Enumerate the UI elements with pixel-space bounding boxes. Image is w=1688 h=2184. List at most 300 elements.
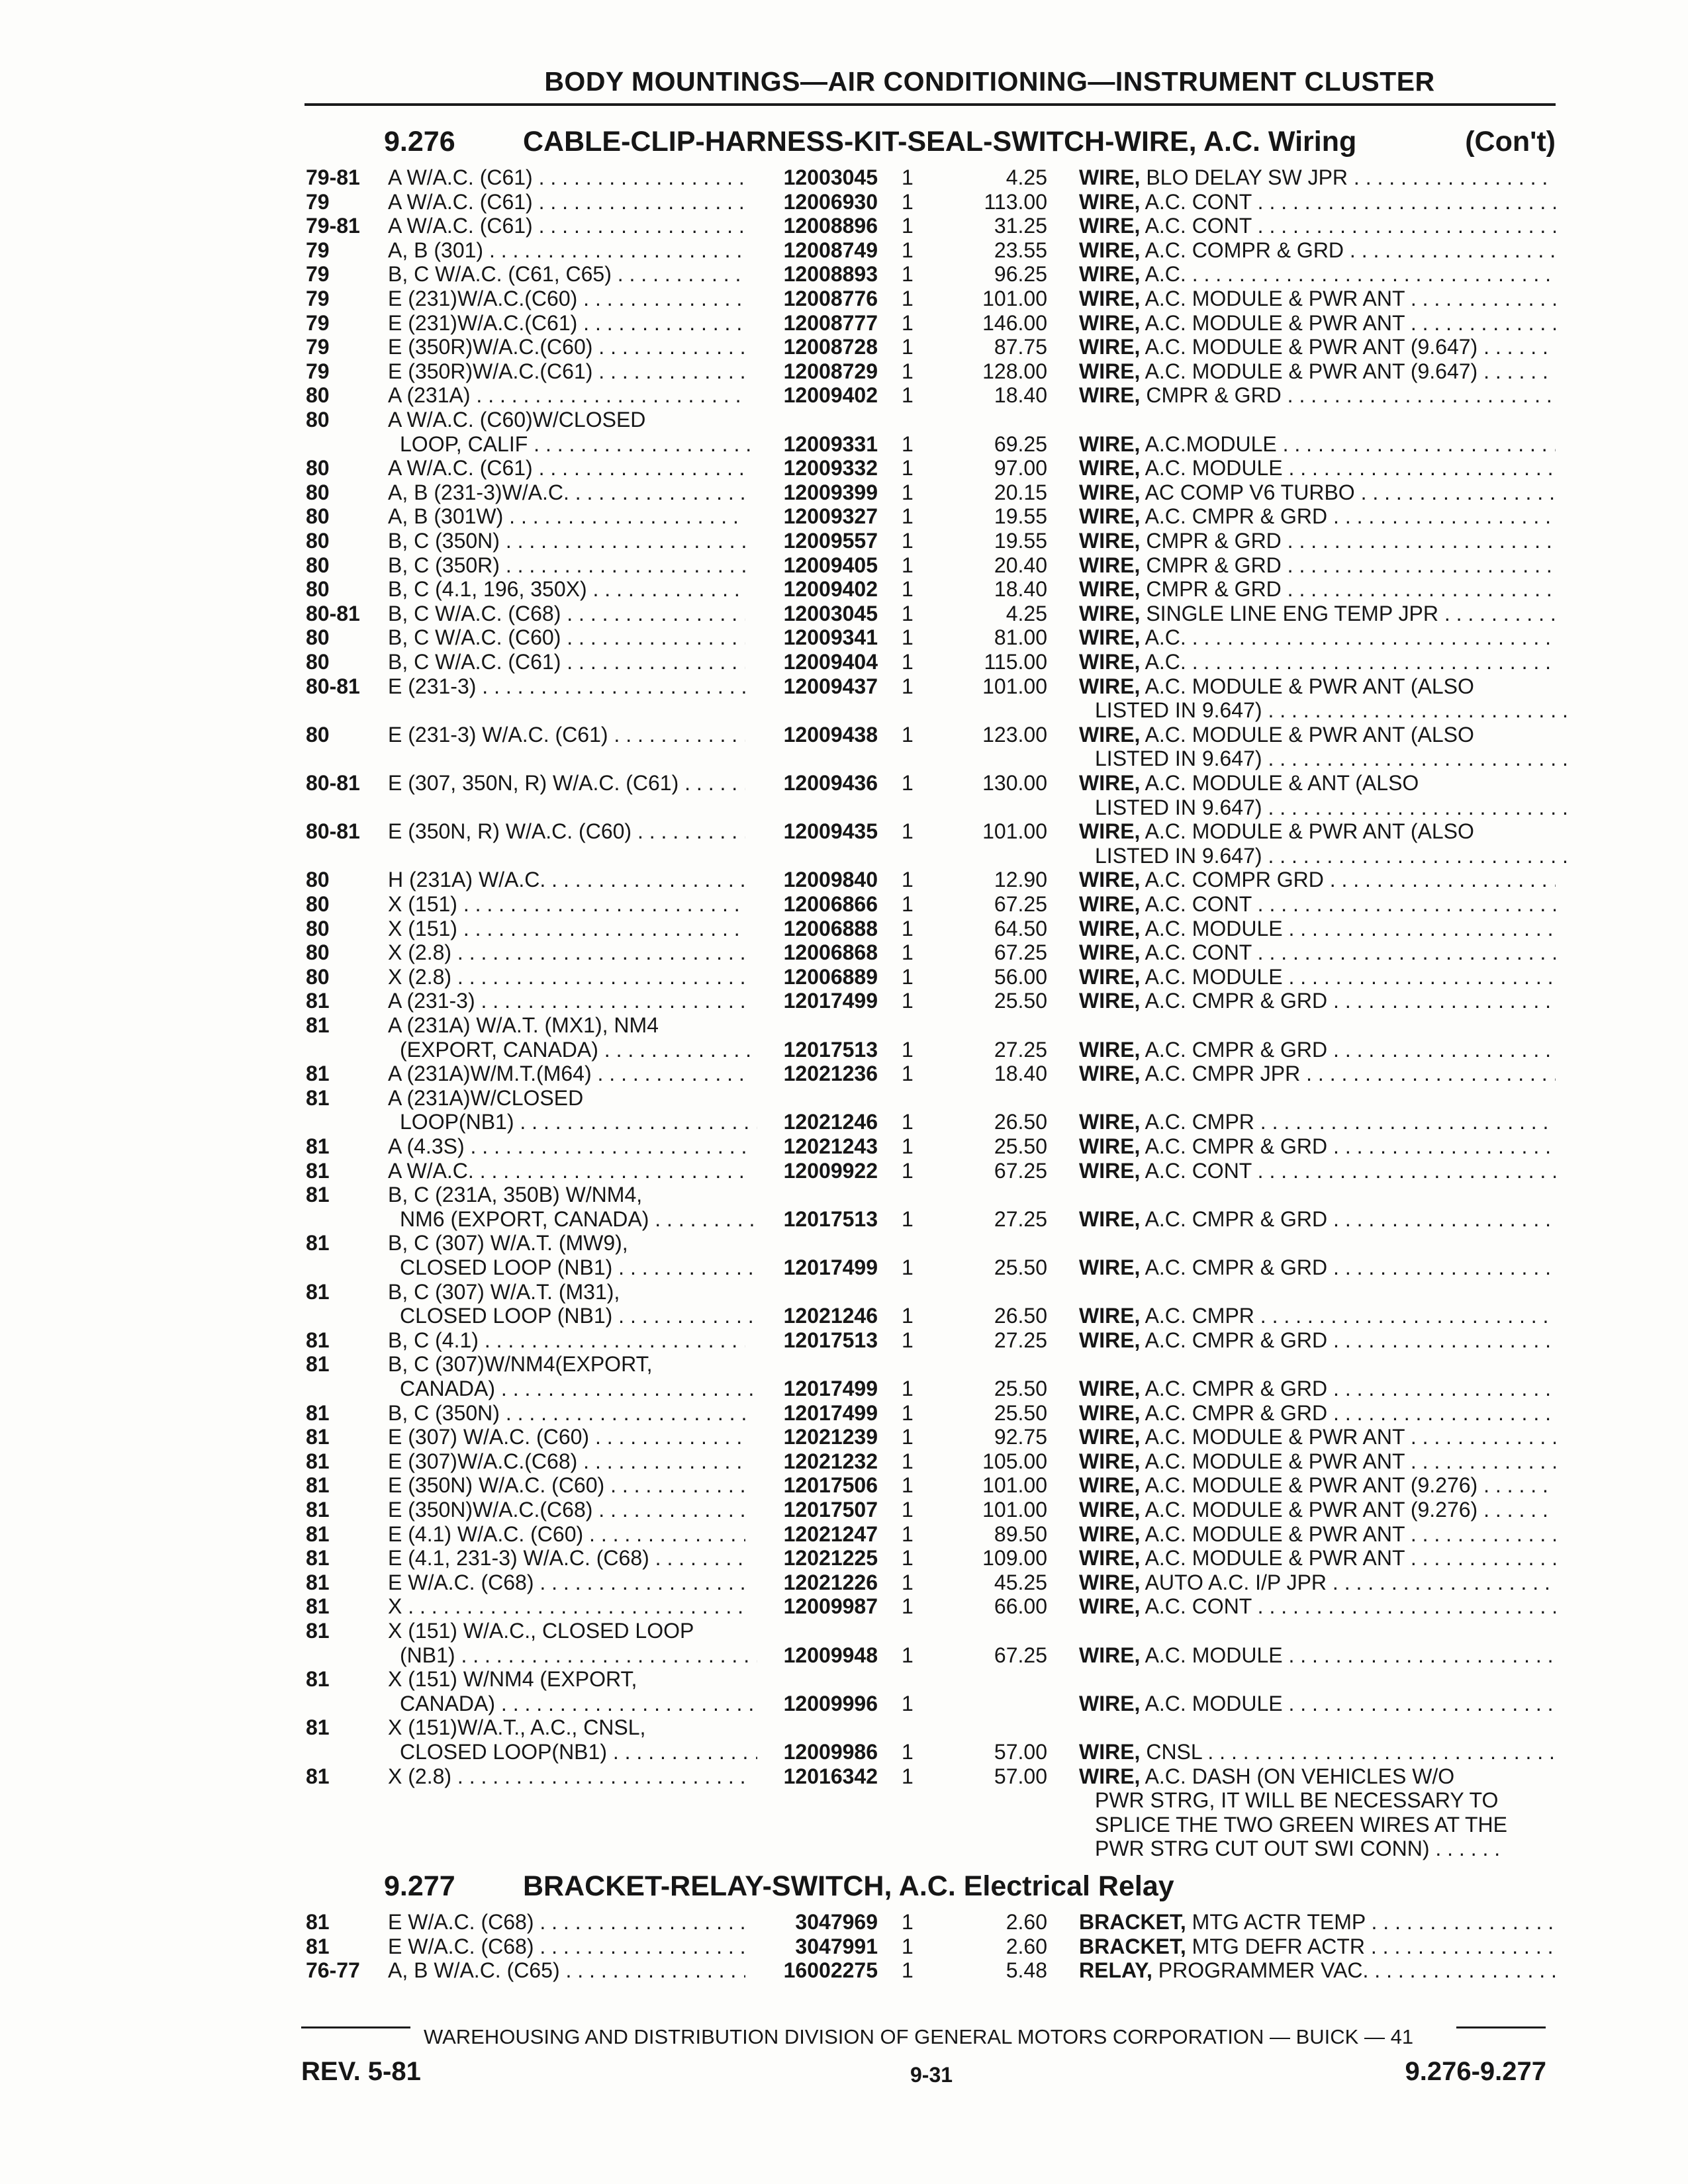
description bbox=[1079, 965, 1556, 989]
description bbox=[1079, 480, 1556, 505]
price: 19.55 bbox=[994, 504, 1047, 529]
description bbox=[1079, 1570, 1556, 1595]
table-row bbox=[0, 1401, 1688, 1426]
model-year: 80 bbox=[306, 529, 330, 553]
part-number: 12008749 bbox=[783, 238, 878, 262]
item-name: WIRE, bbox=[1079, 189, 1141, 214]
application-text: B, C (307) W/A.T. (M31), bbox=[388, 1279, 620, 1304]
application-text: X (2.8) . . . bbox=[388, 940, 745, 965]
quantity: 1 bbox=[902, 940, 914, 965]
description bbox=[1079, 287, 1556, 311]
model-year: 80 bbox=[306, 480, 330, 504]
part-number: 12009922 bbox=[783, 1158, 878, 1183]
description-continuation: LISTED IN 9.647) . . . bbox=[1095, 747, 1571, 771]
quantity: 1 bbox=[902, 1594, 914, 1619]
price: 97.00 bbox=[994, 456, 1047, 480]
description bbox=[1079, 771, 1556, 796]
price: 20.40 bbox=[994, 553, 1047, 577]
page-number: 9-31 bbox=[910, 2063, 953, 2087]
quantity: 1 bbox=[902, 1037, 914, 1062]
table-row bbox=[0, 965, 1688, 989]
model-year: 80 bbox=[306, 553, 330, 577]
table-row-continuation bbox=[0, 698, 1688, 723]
table-row-continuation bbox=[0, 1837, 1688, 1861]
price: 25.50 bbox=[994, 1377, 1047, 1400]
description bbox=[1079, 917, 1556, 941]
quantity: 1 bbox=[902, 1958, 914, 1983]
model-year: 80 bbox=[306, 383, 330, 408]
quantity: 1 bbox=[902, 1377, 914, 1400]
part-number: 12021239 bbox=[783, 1425, 878, 1449]
item-name: WIRE, bbox=[1079, 771, 1141, 795]
application-text: A W/A.C. (C61) . . . bbox=[388, 456, 745, 480]
part-number: 3047969 bbox=[795, 1910, 878, 1934]
quantity: 1 bbox=[902, 1570, 914, 1594]
description bbox=[1079, 1425, 1556, 1449]
price: 45.25 bbox=[994, 1570, 1047, 1594]
quantity: 1 bbox=[902, 1910, 914, 1934]
item-name: WIRE, bbox=[1079, 262, 1141, 287]
model-year: 80-81 bbox=[306, 674, 360, 698]
description bbox=[1079, 262, 1556, 287]
application-text: B, C (4.1, 196, 350X) . . . bbox=[388, 577, 745, 602]
item-name: WIRE, bbox=[1079, 940, 1141, 965]
quantity: 1 bbox=[902, 1062, 914, 1086]
description-text: A.C. CMPR bbox=[1145, 1110, 1254, 1134]
application-text: B, C (231A, 350B) W/NM4, bbox=[388, 1183, 643, 1207]
price: 67.25 bbox=[994, 1643, 1047, 1667]
quantity: 1 bbox=[902, 335, 914, 359]
price: 25.50 bbox=[994, 1134, 1047, 1158]
table-row bbox=[0, 190, 1688, 214]
application-text: A (231A)W/M.T.(M64) . . . bbox=[388, 1062, 745, 1086]
quantity: 1 bbox=[902, 964, 914, 989]
quantity: 1 bbox=[902, 432, 914, 456]
description bbox=[1079, 625, 1556, 650]
quantity: 1 bbox=[902, 868, 914, 892]
revision-label: REV. 5-81 bbox=[301, 2057, 421, 2086]
part-number: 12006866 bbox=[783, 892, 878, 916]
section-title: CABLE-CLIP-HARNESS-KIT-SEAL-SWITCH-WIRE, A.C. Wiring bbox=[523, 126, 1357, 158]
quantity: 1 bbox=[902, 601, 914, 625]
description-text: A.C. CONT bbox=[1145, 189, 1252, 214]
model-year: 81 bbox=[306, 1013, 330, 1037]
quantity: 1 bbox=[902, 1934, 914, 1958]
quantity: 1 bbox=[902, 916, 914, 940]
application-text: (EXPORT, CANADA) . . . bbox=[400, 1038, 757, 1062]
quantity: 1 bbox=[902, 674, 914, 698]
item-name: WIRE, bbox=[1079, 601, 1141, 625]
part-number: 12003045 bbox=[783, 165, 878, 189]
item-name: WIRE, bbox=[1079, 553, 1141, 577]
item-name: WIRE, bbox=[1079, 238, 1141, 262]
quantity: 1 bbox=[902, 456, 914, 480]
table-row bbox=[0, 1910, 1688, 1934]
model-year: 80 bbox=[306, 892, 330, 916]
application-text: X (151) W/A.C., CLOSED LOOP bbox=[388, 1619, 694, 1643]
item-name: WIRE, bbox=[1079, 1110, 1141, 1134]
description-text: A.C. MODULE bbox=[1145, 456, 1283, 480]
quantity: 1 bbox=[902, 1522, 914, 1546]
model-year: 80 bbox=[306, 940, 330, 965]
quantity: 1 bbox=[902, 1498, 914, 1522]
item-name: WIRE, bbox=[1079, 1206, 1141, 1231]
item-name: WIRE, bbox=[1079, 335, 1141, 359]
item-name: WIRE, bbox=[1079, 1037, 1141, 1062]
description bbox=[1079, 1110, 1556, 1134]
part-number: 12009405 bbox=[783, 553, 878, 577]
item-name: WIRE, bbox=[1079, 1255, 1141, 1279]
application-text: CANADA) . . . bbox=[400, 1692, 757, 1716]
section-number: 9.276 bbox=[384, 126, 455, 158]
application-text: A W/A.C. (C60)W/CLOSED bbox=[388, 408, 646, 432]
item-name: WIRE, bbox=[1079, 892, 1141, 916]
model-year: 81 bbox=[306, 1231, 330, 1255]
description-text: A.C. bbox=[1145, 650, 1186, 674]
description-text: A.C. bbox=[1145, 625, 1186, 650]
part-number: 12009435 bbox=[783, 819, 878, 844]
quantity: 1 bbox=[902, 1764, 914, 1788]
description-text: A.C. CMPR & GRD bbox=[1145, 1037, 1328, 1062]
part-number: 12008893 bbox=[783, 262, 878, 287]
table-row-continuation bbox=[0, 747, 1688, 771]
item-name: WIRE, bbox=[1079, 214, 1141, 238]
table-row bbox=[0, 262, 1688, 287]
application-text: A (231A) W/A.T. (MX1), NM4 bbox=[388, 1013, 659, 1037]
part-number: 12006930 bbox=[783, 189, 878, 214]
item-name: WIRE, bbox=[1079, 650, 1141, 674]
table-row bbox=[0, 940, 1688, 965]
price: 67.25 bbox=[994, 892, 1047, 916]
model-year: 81 bbox=[306, 1570, 330, 1594]
quantity: 1 bbox=[902, 1691, 914, 1715]
quantity: 1 bbox=[902, 214, 914, 238]
description-text: A.C.MODULE bbox=[1145, 432, 1277, 456]
description-text: A.C. CMPR & GRD bbox=[1145, 1255, 1328, 1279]
application-text: A, B W/A.C. (C65) . . . bbox=[388, 1958, 745, 1983]
description-continuation: LISTED IN 9.647) . . . bbox=[1095, 796, 1571, 820]
part-number: 12021226 bbox=[783, 1570, 878, 1594]
quantity: 1 bbox=[902, 577, 914, 602]
table-row bbox=[0, 1667, 1688, 1692]
quantity: 1 bbox=[902, 383, 914, 408]
quantity: 1 bbox=[902, 553, 914, 577]
application-text: A (231A)W/CLOSED bbox=[388, 1085, 584, 1110]
section-number: 9.277 bbox=[384, 1870, 455, 1902]
description bbox=[1079, 311, 1556, 336]
item-name: WIRE, bbox=[1079, 1062, 1141, 1086]
model-year: 80 bbox=[306, 722, 330, 747]
description-text: CMPR & GRD bbox=[1146, 529, 1282, 553]
quantity: 1 bbox=[902, 262, 914, 287]
description-continuation: LISTED IN 9.647) . . . bbox=[1095, 698, 1571, 723]
description bbox=[1079, 1255, 1556, 1280]
description bbox=[1079, 190, 1556, 214]
part-number: 12008896 bbox=[783, 214, 878, 238]
model-year: 80 bbox=[306, 650, 330, 674]
item-name: BRACKET, bbox=[1079, 1934, 1186, 1958]
price: 69.25 bbox=[994, 432, 1047, 456]
description-text: A.C. CMPR JPR bbox=[1145, 1062, 1301, 1086]
part-number: 12009404 bbox=[783, 650, 878, 674]
price: 105.00 bbox=[982, 1449, 1047, 1473]
model-year: 80-81 bbox=[306, 819, 360, 844]
application-text: A (4.3S) . . . bbox=[388, 1134, 745, 1159]
table-row bbox=[0, 1183, 1688, 1207]
quantity: 1 bbox=[902, 771, 914, 795]
table-row-continuation bbox=[0, 1110, 1688, 1134]
table-row bbox=[0, 1619, 1688, 1643]
description-text: A.C. MODULE & PWR ANT (ALSO bbox=[1145, 819, 1474, 844]
part-number: 12017499 bbox=[783, 1400, 878, 1425]
table-row bbox=[0, 1473, 1688, 1498]
description bbox=[1079, 650, 1556, 674]
description bbox=[1079, 1328, 1556, 1353]
quantity: 1 bbox=[902, 1158, 914, 1183]
model-year: 79 bbox=[306, 262, 330, 287]
model-year: 80 bbox=[306, 625, 330, 650]
table-row bbox=[0, 1594, 1688, 1619]
quantity: 1 bbox=[902, 1400, 914, 1425]
table-row bbox=[0, 456, 1688, 480]
model-year: 79 bbox=[306, 310, 330, 335]
item-name: WIRE, bbox=[1079, 359, 1141, 383]
part-number: 12009399 bbox=[783, 480, 878, 504]
item-name: WIRE, bbox=[1079, 529, 1141, 553]
model-year: 81 bbox=[306, 1619, 330, 1643]
item-name: WIRE, bbox=[1079, 1328, 1141, 1352]
part-number: 12003045 bbox=[783, 601, 878, 625]
description-text: A.C. MODULE & PWR ANT bbox=[1145, 310, 1405, 335]
description-text: A.C. COMPR & GRD bbox=[1145, 238, 1344, 262]
description-text: A.C. CONT bbox=[1145, 892, 1252, 916]
table-row bbox=[0, 504, 1688, 529]
application-text: LOOP(NB1) . . . bbox=[400, 1110, 757, 1134]
item-name: WIRE, bbox=[1079, 1400, 1141, 1425]
description bbox=[1079, 1207, 1556, 1232]
part-number: 12009557 bbox=[783, 529, 878, 553]
description bbox=[1079, 602, 1556, 626]
model-year: 81 bbox=[306, 1328, 330, 1352]
price: 64.50 bbox=[994, 916, 1047, 940]
table-row bbox=[0, 1086, 1688, 1111]
table-row bbox=[0, 1715, 1688, 1740]
quantity: 1 bbox=[902, 359, 914, 383]
item-name: WIRE, bbox=[1079, 964, 1141, 989]
table-row-continuation bbox=[0, 432, 1688, 457]
table-row bbox=[0, 1013, 1688, 1038]
price: 2.60 bbox=[1006, 1934, 1047, 1958]
quantity: 1 bbox=[902, 1473, 914, 1498]
table-row-continuation bbox=[0, 1304, 1688, 1328]
application-text: CLOSED LOOP(NB1) . . . bbox=[400, 1740, 757, 1764]
table-row bbox=[0, 165, 1688, 190]
table-row bbox=[0, 892, 1688, 917]
description-text: A.C. DASH (ON VEHICLES W/O bbox=[1145, 1764, 1455, 1788]
description bbox=[1079, 1159, 1556, 1183]
model-year: 81 bbox=[306, 1400, 330, 1425]
description-text: A.C. CMPR & GRD bbox=[1145, 1134, 1328, 1158]
item-name: WIRE, bbox=[1079, 1377, 1141, 1400]
description-text: SINGLE LINE ENG TEMP JPR bbox=[1146, 601, 1438, 625]
item-name: WIRE, bbox=[1079, 1570, 1141, 1594]
model-year: 81 bbox=[306, 1134, 330, 1158]
application-text: B, C (350N) . . . bbox=[388, 1401, 745, 1426]
table-row bbox=[0, 383, 1688, 408]
description-text: A.C. MODULE & PWR ANT bbox=[1145, 287, 1405, 310]
application-text: B, C W/A.C. (C68) . . . bbox=[388, 602, 745, 626]
description-text: CMPR & GRD bbox=[1146, 553, 1282, 577]
part-number: 12009987 bbox=[783, 1594, 878, 1619]
table-row bbox=[0, 1280, 1688, 1304]
table-row bbox=[0, 1570, 1688, 1595]
part-number: 12016342 bbox=[783, 1764, 878, 1788]
part-number: 12009986 bbox=[783, 1740, 878, 1764]
quantity: 1 bbox=[902, 819, 914, 844]
part-number: 12017506 bbox=[783, 1473, 878, 1498]
description bbox=[1079, 1692, 1556, 1716]
description-text: A.C. CMPR bbox=[1145, 1304, 1254, 1328]
application-text: E W/A.C. (C68) . . . bbox=[388, 1934, 745, 1959]
page-header-title: BODY MOUNTINGS—AIR CONDITIONING—INSTRUMENT CLUSTER bbox=[544, 66, 1435, 97]
header-rule bbox=[305, 103, 1556, 106]
model-year: 80-81 bbox=[306, 771, 360, 795]
price: 25.50 bbox=[994, 989, 1047, 1013]
part-number: 12009948 bbox=[783, 1643, 878, 1667]
table-row-continuation bbox=[0, 1038, 1688, 1062]
model-year: 81 bbox=[306, 1910, 330, 1934]
quantity: 1 bbox=[902, 529, 914, 553]
description-text: A.C. MODULE bbox=[1145, 1691, 1283, 1715]
application-text: CANADA) . . . bbox=[400, 1377, 757, 1401]
table-row bbox=[0, 1352, 1688, 1377]
item-name: WIRE, bbox=[1079, 1498, 1141, 1522]
price: 101.00 bbox=[982, 674, 1047, 698]
table-row bbox=[0, 1231, 1688, 1255]
description-text: A.C. CMPR & GRD bbox=[1145, 1377, 1328, 1400]
footer-division: WAREHOUSING AND DISTRIBUTION DIVISION OF GENERAL MOTORS CORPORATION — BUICK — 41 bbox=[424, 2025, 1414, 2048]
application-text: E (350R)W/A.C.(C61) . . . bbox=[388, 359, 745, 384]
application-text: A W/A.C. (C61) . . . bbox=[388, 214, 745, 238]
description-continuation: PWR STRG, IT WILL BE NECESSARY TO bbox=[1095, 1788, 1499, 1813]
description bbox=[1079, 553, 1556, 578]
application-text: A, B (231-3)W/A.C. . . . bbox=[388, 480, 745, 505]
part-number: 12009840 bbox=[783, 868, 878, 892]
application-text: E (4.1, 231-3) W/A.C. (C68) . . . bbox=[388, 1546, 745, 1570]
description bbox=[1079, 335, 1556, 359]
model-year: 80 bbox=[306, 408, 330, 432]
model-year: 81 bbox=[306, 1279, 330, 1304]
application-text: A W/A.C. . . . bbox=[388, 1159, 745, 1183]
price: 26.50 bbox=[994, 1304, 1047, 1328]
description bbox=[1079, 1134, 1556, 1159]
item-name: WIRE, bbox=[1079, 1546, 1141, 1570]
description bbox=[1079, 1740, 1556, 1764]
model-year: 81 bbox=[306, 1183, 330, 1207]
model-year: 81 bbox=[306, 1062, 330, 1086]
description-text: A.C. MODULE & PWR ANT (9.647) . bbox=[1145, 359, 1489, 383]
table-row bbox=[0, 1498, 1688, 1522]
quantity: 1 bbox=[902, 989, 914, 1013]
description-text: A.C. CONT bbox=[1145, 940, 1252, 965]
quantity: 1 bbox=[902, 1643, 914, 1667]
description bbox=[1079, 1498, 1556, 1522]
description bbox=[1079, 892, 1556, 917]
table-row bbox=[0, 674, 1688, 699]
table-row bbox=[0, 335, 1688, 359]
description bbox=[1079, 359, 1556, 384]
price: 18.40 bbox=[994, 383, 1047, 408]
application-text: E (231)W/A.C.(C60) . . . bbox=[388, 287, 745, 311]
model-year: 81 bbox=[306, 1546, 330, 1570]
description-text: A.C. MODULE & PWR ANT bbox=[1145, 1425, 1405, 1449]
description bbox=[1079, 1958, 1556, 1983]
price: 26.50 bbox=[994, 1110, 1047, 1134]
item-name: WIRE, bbox=[1079, 868, 1141, 892]
price: 56.00 bbox=[994, 964, 1047, 989]
quantity: 1 bbox=[902, 504, 914, 529]
description bbox=[1079, 1377, 1556, 1401]
quantity: 1 bbox=[902, 1328, 914, 1352]
part-number: 16002275 bbox=[783, 1958, 878, 1983]
price: 109.00 bbox=[982, 1546, 1047, 1570]
part-number: 12021236 bbox=[783, 1062, 878, 1086]
description-text: CMPR & GRD bbox=[1146, 383, 1282, 408]
table-row bbox=[0, 311, 1688, 336]
part-number: 3047991 bbox=[795, 1934, 878, 1958]
table-row bbox=[0, 1934, 1688, 1959]
part-number: 12006868 bbox=[783, 940, 878, 965]
model-year: 79 bbox=[306, 189, 330, 214]
item-name: WIRE, bbox=[1079, 432, 1141, 456]
model-year: 81 bbox=[306, 1715, 330, 1740]
table-row bbox=[0, 1449, 1688, 1474]
model-year: 81 bbox=[306, 1158, 330, 1183]
application-text: A W/A.C. (C61) . . . bbox=[388, 165, 745, 190]
application-text: X (151)W/A.T., A.C., CNSL, bbox=[388, 1715, 646, 1740]
price: 27.25 bbox=[994, 1328, 1047, 1352]
application-text: X (151) . . . bbox=[388, 917, 745, 941]
item-name: WIRE, bbox=[1079, 577, 1141, 602]
application-text: X (2.8) . . . bbox=[388, 1764, 745, 1789]
part-number: 12021247 bbox=[783, 1522, 878, 1546]
part-number: 12009438 bbox=[783, 722, 878, 747]
application-text: X . . . bbox=[388, 1594, 745, 1619]
quantity: 1 bbox=[902, 1546, 914, 1570]
table-row bbox=[0, 214, 1688, 238]
item-name: WIRE, bbox=[1079, 819, 1141, 844]
table-row-continuation bbox=[0, 1643, 1688, 1668]
table-row bbox=[0, 819, 1688, 844]
model-year: 81 bbox=[306, 1352, 330, 1377]
application-text: E (307, 350N, R) W/A.C. (C61) . . . bbox=[388, 771, 745, 796]
quantity: 1 bbox=[902, 1206, 914, 1231]
description bbox=[1079, 165, 1556, 190]
price: 92.75 bbox=[994, 1425, 1047, 1449]
price: 4.25 bbox=[1006, 165, 1047, 189]
price: 20.15 bbox=[994, 480, 1047, 504]
application-text: E (307) W/A.C. (C60) . . . bbox=[388, 1425, 745, 1449]
price: 2.60 bbox=[1006, 1910, 1047, 1934]
item-name: WIRE, bbox=[1079, 1594, 1141, 1619]
application-text: CLOSED LOOP (NB1) . . . bbox=[400, 1304, 757, 1328]
description-text: A.C. COMPR GRD bbox=[1145, 868, 1324, 892]
table-row-continuation bbox=[0, 1377, 1688, 1401]
description bbox=[1079, 1934, 1556, 1959]
part-number: 12009331 bbox=[783, 432, 878, 456]
description bbox=[1079, 1401, 1556, 1426]
description-text: AUTO A.C. I/P JPR bbox=[1145, 1570, 1327, 1594]
